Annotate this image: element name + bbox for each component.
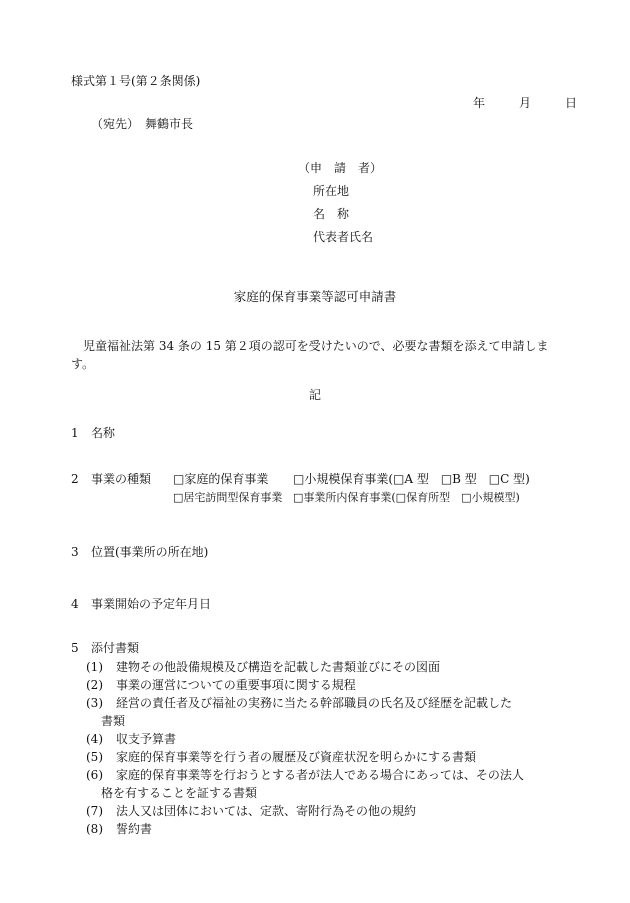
attachment-number: (5) — [86, 750, 103, 764]
date-year: 年 — [473, 96, 486, 110]
item-3-number: 3 — [71, 545, 79, 559]
attachment-number: (7) — [86, 804, 103, 818]
attachment-item — [86, 733, 524, 751]
applicant-block — [298, 162, 382, 254]
body-text: 児童福祉法第 34 条の 15 第２項の認可を受けたいので、必要な書類を添えて申請します。 — [71, 339, 549, 371]
item-5-number: 5 — [71, 641, 79, 655]
form-label: 様式第１号(第２条関係) — [71, 74, 201, 88]
attachment-continuation: 格を有することを証する書類 — [101, 786, 258, 800]
attachment-text: 誓約書 — [116, 822, 153, 836]
item-4 — [71, 598, 211, 610]
attachment-text: 法人又は団体においては、定款、寄附行為その他の規約 — [116, 804, 417, 818]
attachment-number: (2) — [86, 678, 103, 692]
item-4-number: 4 — [71, 597, 79, 611]
item-2-label: 事業の種類 — [91, 472, 152, 486]
date-month: 月 — [519, 96, 532, 110]
attachment-text: 事業の運営についての重要事項に関する規程 — [116, 678, 356, 692]
attachment-text: 家庭的保育事業等を行おうとする者が法人である場合にあっては、その法人 — [116, 768, 524, 782]
attachment-item — [86, 769, 524, 787]
ki-heading: 記 — [308, 388, 321, 402]
addressee: （宛先） 舞鶴市長 — [91, 117, 194, 131]
attachment-text: 家庭的保育事業等を行う者の履歴及び資産状況を明らかにする書類 — [116, 750, 477, 764]
attachment-text: 収支予算書 — [116, 732, 177, 746]
attachment-item — [86, 697, 524, 715]
item-3-label: 位置(事業所の所在地) — [91, 545, 209, 559]
attachment-item — [86, 679, 524, 697]
applicant-name: 名 称 — [313, 207, 350, 221]
attachment-continuation: 書類 — [101, 714, 126, 728]
attachment-item — [86, 805, 524, 823]
attachment-number: (6) — [86, 768, 103, 782]
attachment-item — [86, 661, 524, 679]
attachment-item — [86, 823, 524, 841]
date-row — [473, 97, 577, 109]
applicant-address: 所在地 — [313, 184, 350, 198]
attachment-item — [86, 751, 524, 769]
attachment-number: (4) — [86, 732, 103, 746]
item-5-label: 添付書類 — [91, 641, 140, 655]
attachment-number: (8) — [86, 822, 103, 836]
attachment-text: 建物その他設備規模及び構造を記載した書類並びにその図面 — [116, 660, 441, 674]
document-title: 家庭的保育事業等認可申請書 — [233, 289, 397, 304]
type-option-workplace: □事業所内保育事業(□保育所型 □小規模型) — [293, 491, 520, 504]
item-4-label: 事業開始の予定年月日 — [91, 597, 212, 611]
item-2 — [71, 473, 151, 485]
item-1 — [71, 427, 115, 439]
item-3 — [71, 546, 208, 558]
attachment-number: (3) — [86, 696, 103, 710]
attachment-text: 経営の責任者及び福祉の実務に当たる幹部職員の氏名及び経歴を記載した — [116, 696, 513, 710]
type-option-small-scale: □小規模保育事業(□A 型 □B 型 □C 型) — [293, 472, 530, 486]
item-2-number: 2 — [71, 472, 79, 486]
attachment-number: (1) — [86, 660, 103, 674]
item-1-number: 1 — [71, 426, 79, 440]
item-5 — [71, 642, 139, 654]
applicant-heading: （申 請 者） — [298, 161, 383, 175]
type-option-family: □家庭的保育事業 — [173, 472, 269, 486]
type-option-home-visit: □居宅訪問型保育事業 — [173, 491, 283, 504]
attachment-list — [86, 661, 524, 841]
item-1-label: 名称 — [91, 426, 116, 440]
date-day: 日 — [565, 96, 578, 110]
applicant-representative: 代表者氏名 — [313, 230, 374, 244]
